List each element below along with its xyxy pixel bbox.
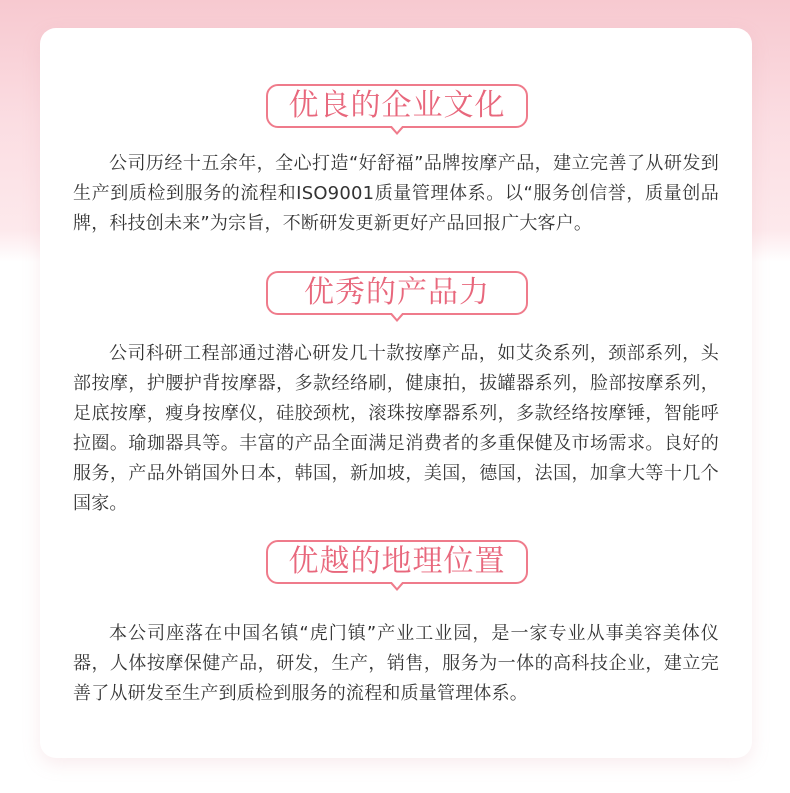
section-title-text: 优秀的产品力 [304, 275, 490, 310]
section-title-product [266, 271, 528, 315]
section-body-location: 本公司座落在中国名镇“虎门镇”产业工业园，是一家专业从事美容美体仪器，人体按摩保健产品，研发，生产，销售，服务为一体的高科技企业，建立完善了从研发至生产到质检到服务的流程和质量管理体系。 [73, 623, 719, 704]
section-title-location [266, 540, 528, 584]
content-card [40, 28, 752, 758]
section-title-culture [266, 84, 528, 128]
section-body-product: 公司科研工程部通过潜心研发几十款按摩产品，如艾灸系列，颈部系列，头部按摩，护腰护背按摩器，多款经络刷，健康拍，拔罐器系列，脸部按摩系列，足底按摩，瘦身按摩仪，硅胶颈枕，滚珠按摩器系列，多款经络按摩锤，智能呼拉圈。瑜珈器具等。丰富的产品全面满足消费者的多重保健及市场需求。良好的服务，产品外销国外日本，韩国，新加坡，美国，德国，法国，加拿大等十几个国家。 [73, 343, 719, 514]
section-title-text: 优良的企业文化 [288, 88, 506, 123]
section-title-text: 优越的地理位置 [288, 544, 506, 579]
section-body-culture: 公司历经十五余年，全心打造“好舒福”品牌按摩产品，建立完善了从研发到生产到质检到服务的流程和ISO9001质量管理体系。以“服务创信誉，质量创品牌，科技创未来”为宗旨，不断研发更新更好产品回报广大客户。 [73, 153, 719, 234]
